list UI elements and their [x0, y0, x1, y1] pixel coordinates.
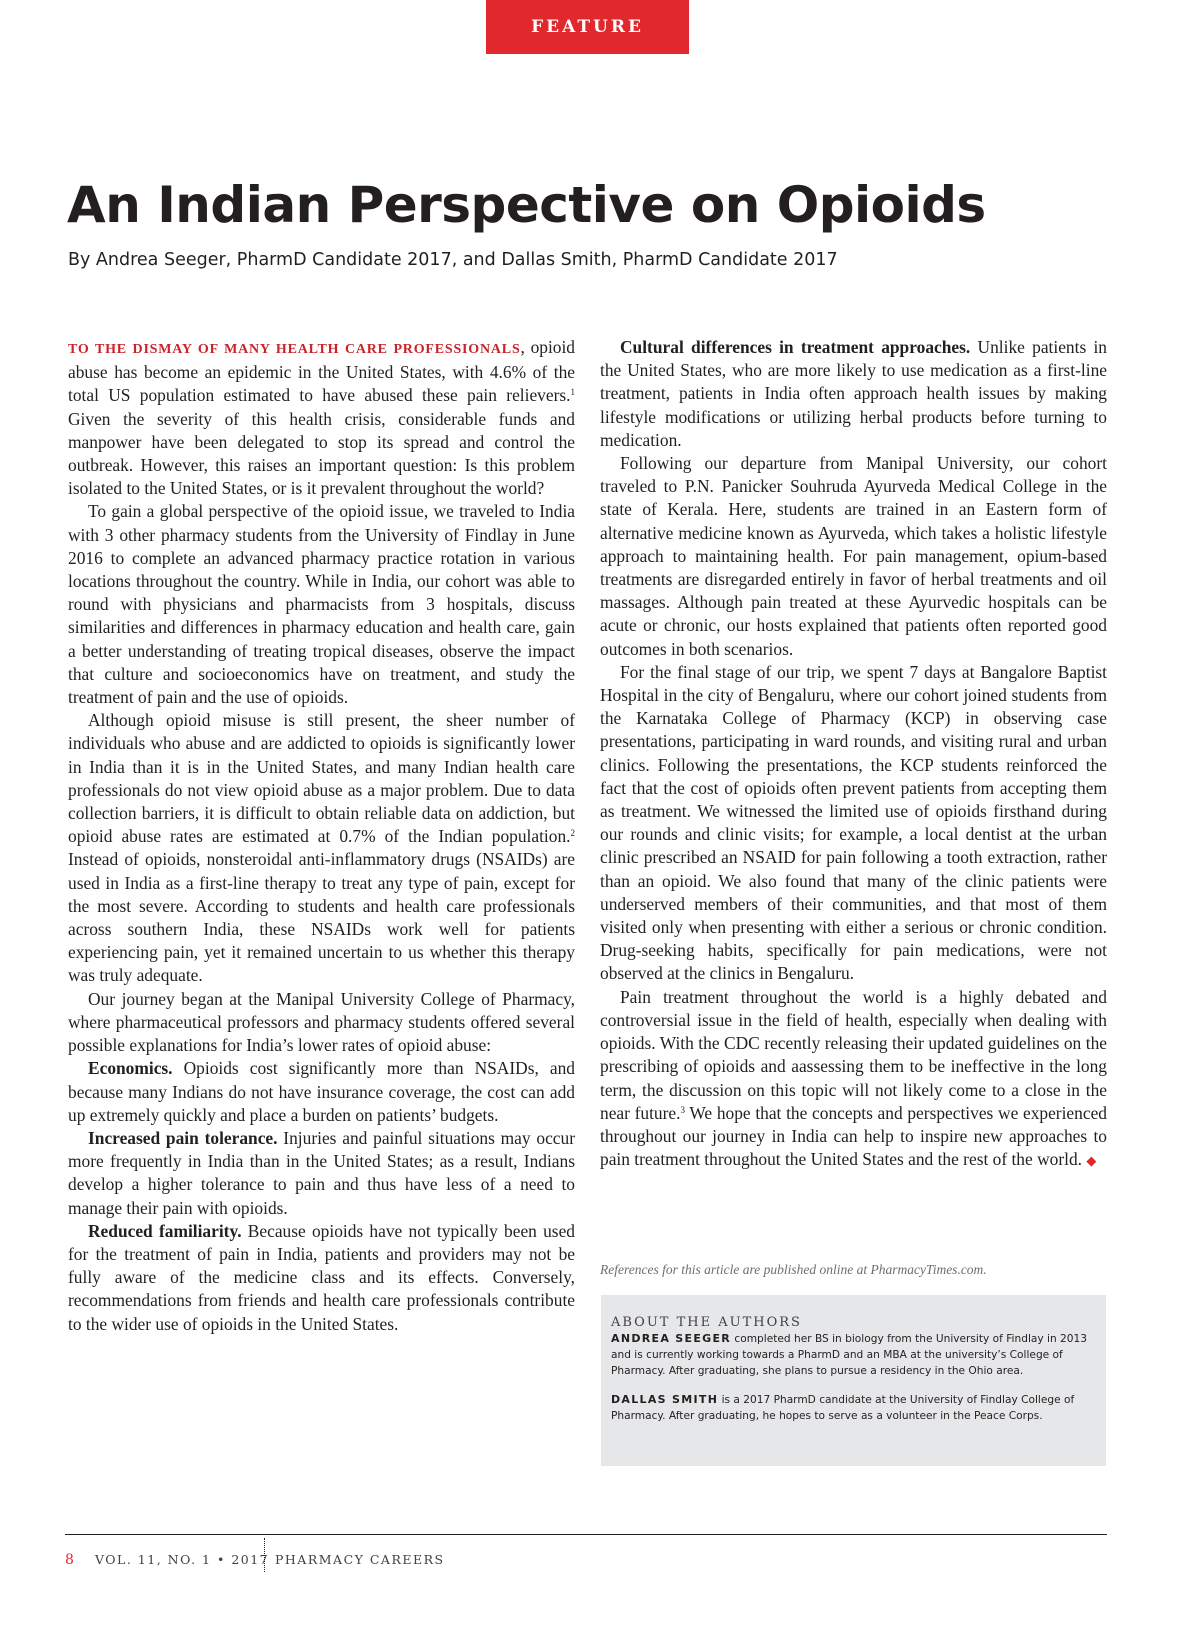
author-bio-smith — [611, 1392, 1096, 1424]
paragraph-text: Given the severity of this health crisis, considerable funds and manpower have been delegated to stop its spread and control the outbreak. However, this raises an important question: Is this problem isolated to the United States, or is it prevalent throughout the world? — [68, 408, 575, 499]
paragraph-text: , opioid abuse has become an epidemic in the United States, with 4.6% of the total US population estimated to have abused these pain relievers. — [68, 337, 576, 406]
author-bio-text: is a 2017 PharmD candidate at the University of Findlay College of Pharmacy. After graduating, he hopes to serve as a volunteer in the Peace Corps. — [611, 1394, 1075, 1422]
paragraph-economics — [68, 1057, 575, 1127]
author-name: ANDREA SEEGER — [611, 1332, 732, 1345]
paragraph-text: Instead of opioids, nonsteroidal anti-inflammatory drugs (NSAIDs) are used in India as a first-line therapy to treat any type of pain, except for the most severe. According to students and health care professionals across southern India, these NSAIDs work well for patients experiencing pain, yet it remained uncertain to us whether this therapy was truly adequate. — [68, 849, 575, 986]
paragraph-text: Unlike patients in the United States, who are more likely to use medication as a first-line treatment, patients in India often approach health issues by making lifestyle modifications or utilizing herbal products before turning to medication. — [600, 337, 1107, 450]
references-note: References for this article are published online at PharmacyTimes.com. — [600, 1262, 987, 1277]
article-byline: By Andrea Seeger, PharmD Candidate 2017, and Dallas Smith, PharmD Candidate 2017 — [68, 250, 838, 270]
publication-name: PHARMACY CAREERS — [275, 1552, 445, 1567]
left-column — [68, 336, 575, 1336]
section-tag: FEATURE — [486, 0, 689, 54]
about-authors-box — [601, 1295, 1106, 1466]
paragraph-pain-tolerance — [68, 1127, 575, 1220]
paragraph-familiarity — [68, 1220, 575, 1336]
subhead-economics: Economics. — [88, 1058, 173, 1079]
reference-marker: 3 — [680, 1104, 685, 1115]
lead-in: TO THE DISMAY OF MANY HEALTH CARE PROFESSIONALS — [68, 342, 521, 357]
paragraph-intro — [68, 336, 575, 500]
footer-divider — [264, 1538, 265, 1572]
end-mark-icon: ◆ — [1086, 1153, 1097, 1169]
subhead-familiarity: Reduced familiarity. — [88, 1220, 242, 1241]
paragraph-global-perspective: To gain a global perspective of the opioid issue, we traveled to India with 3 other pharmacy students from the University of Findlay in June 2016 to complete an advanced pharmacy practice rotation in various locations throughout the country. While in India, our cohort was able to round with physicians and pharmacists from 3 hospitals, discuss similarities and differences in pharmacy education and health care, gain a better understanding of treating tropical diseases, observe the impact that culture and socioeconomics have on treatment, and study the treatment of pain and the use of opioids. — [68, 501, 575, 708]
paragraph-cultural-differences — [600, 336, 1107, 452]
paragraph-bangalore: For the final stage of our trip, we spent 7 days at Bangalore Baptist Hospital in the city of Bengaluru, where our cohort joined students from the Karnataka College of Pharmacy (KCP) in observing case presentations, participating in ward rounds, and visiting rural and urban clinics. Following the presentations, the KCP students reinforced the fact that the cost of opioids often prevent patients from accepting them as treatment. We witnessed the limited use of opioids firsthand during our rounds and clinic visits; for example, a local dentist at the urban clinic prescribed an NSAID for pain following a tooth extraction, rather than an opioid. We also found that many of the clinic patients were underserved members of their communities, and that most of them visited only when presenting with either a serious or chronic condition. Drug-seeking habits, specifically for pain medications, were not observed at the clinics in Bengaluru. — [600, 661, 1107, 984]
paragraph-text: Although opioid misuse is still present, the sheer number of individuals who abuse and are addicted to opioids is significantly lower in India than it is in the United States, and many Indian health care professionals do not view opioid abuse as a major problem. Due to data collection barriers, it is difficult to obtain reliable data on addiction, but opioid abuse rates are estimated at 0.7% of the Indian population. — [68, 710, 575, 847]
page-number: 8 — [65, 1552, 74, 1568]
about-authors-heading: ABOUT THE AUTHORS — [611, 1315, 802, 1330]
reference-marker: 2 — [570, 828, 575, 839]
paragraph-text: Opioids cost significantly more than NSAIDs, and because many Indians do not have insurance coverage, the cost can add up extremely quickly and place a burden on patients’ budgets. — [68, 1058, 575, 1125]
subhead-pain-tolerance: Increased pain tolerance. — [88, 1127, 278, 1148]
right-column — [600, 336, 1107, 1172]
footer-rule — [65, 1534, 1107, 1535]
paragraph-journey: Our journey began at the Manipal University College of Pharmacy, where pharmaceutical professors and pharmacy students offered several possible explanations for India’s lower rates of opioid abuse: — [68, 988, 575, 1056]
reference-marker: 1 — [570, 387, 575, 398]
paragraph-conclusion — [600, 986, 1107, 1173]
article-title: An Indian Perspective on Opioids — [67, 176, 986, 234]
paragraph-text: Injuries and painful situations may occur more frequently in India than in the United States; as a result, Indians develop a higher tolerance to pain and thus have less of a need to manage their pain with opioids. — [68, 1127, 575, 1218]
paragraph-text: Pain treatment throughout the world is a highly debated and controversial issue in the field of health, especially when dealing with opioids. With the CDC recently releasing their updated guidelines on the prescribing of opioids and aassessing them to be ineffective in the long term, the discussion on this topic will not likely come to a close in the near future. — [600, 986, 1107, 1123]
author-bio-seeger — [611, 1331, 1096, 1379]
author-bio-text: completed her BS in biology from the University of Findlay in 2013 and is currently working towards a PharmD and an MBA at the university’s College of Pharmacy. After graduating, she plans to pursue a residency in the Ohio area. — [611, 1333, 1087, 1377]
paragraph-opioid-misuse — [68, 709, 575, 987]
issue-info: VOL. 11, NO. 1 • 2017 — [95, 1552, 270, 1567]
paragraph-text: We hope that the concepts and perspectives we experienced throughout our journey in India can help to inspire new approaches to pain treatment throughout the United States and the rest of the world. — [600, 1102, 1107, 1170]
paragraph-text: Because opioids have not typically been used for the treatment of pain in India, patients and providers may not be fully aware of the medicine class and its effects. Conversely, recommendations from friends and health care professionals contribute to the wider use of opioids in the United States. — [68, 1220, 575, 1334]
author-name: DALLAS SMITH — [611, 1393, 719, 1406]
paragraph-ayurveda: Following our departure from Manipal University, our cohort traveled to P.N. Panicker Souhruda Ayurveda Medical College in the state of Kerala. Here, students are trained in an Eastern form of alternative medicine known as Ayurveda, which takes a holistic lifestyle approach to maintaining health. For pain management, opium-based treatments are disregarded entirely in favor of herbal treatments and oil massages. Although pain treated at these Ayurvedic hospitals can be acute or chronic, our hosts explained that patients often reported good outcomes in both scenarios. — [600, 453, 1107, 659]
subhead-cultural-differences: Cultural differences in treatment approaches. — [620, 337, 971, 357]
